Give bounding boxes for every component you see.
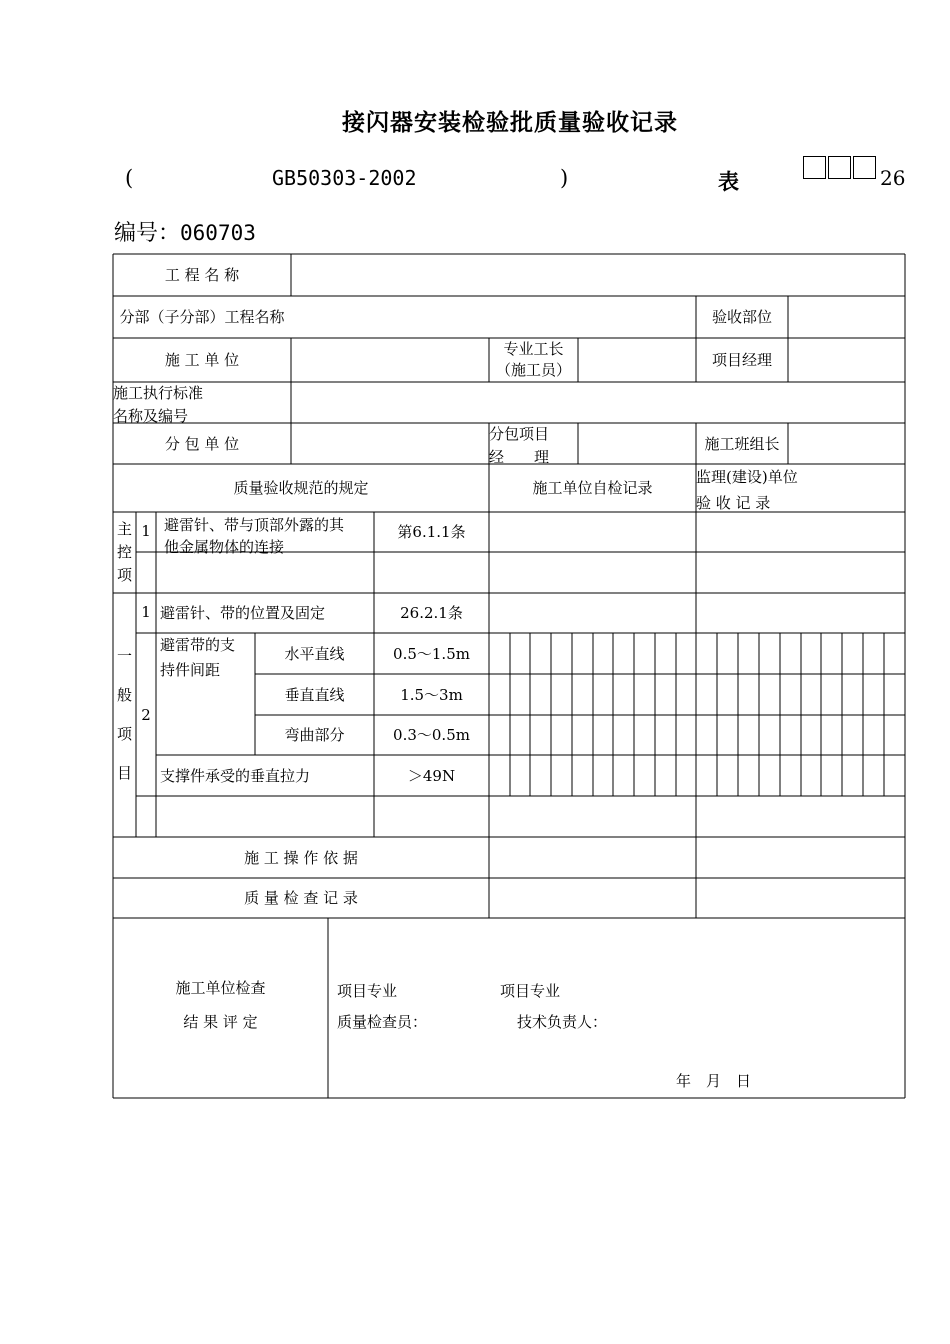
main-items-group-label <box>113 512 136 593</box>
support-spacing-label-line2: 持件间距 <box>160 661 221 679</box>
general-items-group-label <box>113 593 136 837</box>
standard-label <box>113 382 291 425</box>
vertical-tension-value: ＞49N <box>407 766 456 785</box>
supervision-column-header <box>696 464 905 514</box>
general-item-1-desc: 避雷针、带的位置及固定 <box>160 604 326 622</box>
foreman-label <box>489 338 578 382</box>
tech-lead-title-line1: 项目专业 <box>500 982 561 1000</box>
sub-pm-label-line2: 经 理 <box>489 447 550 466</box>
main-item-supervision[interactable] <box>696 512 905 552</box>
table-word: 表 <box>718 169 739 194</box>
general-group-char: 项 <box>116 725 132 743</box>
construction-unit-field[interactable] <box>291 338 489 382</box>
vertical-line-value: 1.5～3m <box>400 685 463 704</box>
quality-record-supervision[interactable] <box>696 878 905 918</box>
project-name-field[interactable] <box>291 254 905 296</box>
team-leader-label: 施工班组长 <box>704 434 780 453</box>
horizontal-line-label: 水平直线 <box>284 644 345 663</box>
tech-lead-title-line2: 技术负责人： <box>517 1013 608 1031</box>
conclusion-label-line1: 施工单位检查 <box>175 979 266 997</box>
general-item-1-clause: 26.2.1条 <box>400 604 463 622</box>
support-spacing-label-line1: 避雷带的支 <box>160 636 236 654</box>
supervision-header-line1: 监理(建设)单位 <box>696 468 798 486</box>
vertical-tension-desc: 支撑件承受的垂直拉力 <box>160 766 311 785</box>
main-item-desc-line1: 避雷针、带与顶部外露的其 <box>164 516 345 534</box>
inspector-title-line1: 项目专业 <box>337 982 398 1000</box>
horizontal-line-value: 0.5～1.5m <box>393 644 470 663</box>
conclusion-label-line2: 结 果 评 定 <box>183 1013 258 1031</box>
team-leader-field[interactable] <box>788 423 905 464</box>
main-group-char: 主 <box>116 520 132 538</box>
main-item-clause: 第6.1.1条 <box>397 523 466 541</box>
standard-field[interactable] <box>291 382 905 423</box>
accept-part-label: 验收部位 <box>711 308 772 326</box>
page-title: 接闪器安装检验批质量验收记录 <box>342 109 678 136</box>
construction-basis-supervision[interactable] <box>696 837 905 878</box>
open-paren: ( <box>125 166 134 190</box>
quality-record-self[interactable] <box>489 878 696 918</box>
construction-unit-label: 施 工 单 位 <box>164 351 240 369</box>
sub-project-field[interactable] <box>291 296 696 338</box>
curved-part-label: 弯曲部分 <box>284 726 345 744</box>
main-item-no: 1 <box>141 522 151 540</box>
sub-pm-field[interactable] <box>578 423 696 464</box>
sign-date: 年 月 日 <box>676 1072 752 1090</box>
sub-pm-label-line1: 分包项目 <box>489 424 550 443</box>
vertical-line-label: 垂直直线 <box>284 685 345 704</box>
general-group-char: 一 <box>116 647 132 665</box>
project-name-label: 工 程 名 称 <box>164 266 240 284</box>
subcontract-unit-label: 分 包 单 位 <box>164 434 240 453</box>
foreman-label-line2: （施工员） <box>495 361 571 379</box>
standard-code: GB50303-2002 <box>272 166 417 190</box>
subcontract-unit-field[interactable] <box>291 423 489 464</box>
table-suffix: 26 <box>880 166 906 190</box>
foreman-field[interactable] <box>578 338 696 382</box>
spec-column-header: 质量验收规范的规定 <box>233 479 369 497</box>
standard-label-line1: 施工执行标准 <box>113 383 204 402</box>
project-manager-field[interactable] <box>788 338 905 382</box>
construction-basis-self[interactable] <box>489 837 696 878</box>
main-item-self-check[interactable] <box>489 512 696 552</box>
inspector-title-line2: 质量检查员： <box>337 1013 428 1031</box>
main-item-desc <box>156 512 378 554</box>
supervision-header-line2: 验 收 记 录 <box>696 494 771 512</box>
general-group-char: 目 <box>116 764 132 782</box>
support-spacing-label <box>156 633 255 755</box>
main-group-char: 控 <box>116 543 132 561</box>
main-item-desc-line2: 他金属物体的连接 <box>164 538 285 554</box>
quality-record-label: 质 量 检 查 记 录 <box>244 889 358 907</box>
foreman-label-line1: 专业工长 <box>503 340 564 358</box>
general-group-char: 般 <box>116 686 132 704</box>
construction-basis-label: 施 工 操 作 依 据 <box>244 848 358 867</box>
curved-part-value: 0.3～0.5m <box>393 726 470 744</box>
accept-part-field[interactable] <box>788 296 905 338</box>
project-manager-label: 项目经理 <box>711 351 772 369</box>
general-item-1-no: 1 <box>141 603 151 621</box>
sub-pm-label <box>489 423 578 466</box>
self-check-column-header: 施工单位自检记录 <box>532 479 653 497</box>
general-item-2-no: 2 <box>141 705 151 724</box>
conclusion-label <box>113 970 328 1040</box>
sub-project-label: 分部（子分部）工程名称 <box>119 308 285 326</box>
standard-label-line2: 名称及编号 <box>113 406 189 425</box>
close-paren: ) <box>560 166 569 190</box>
main-group-char: 项 <box>116 566 132 584</box>
record-code: 编号：060703 <box>114 221 256 246</box>
